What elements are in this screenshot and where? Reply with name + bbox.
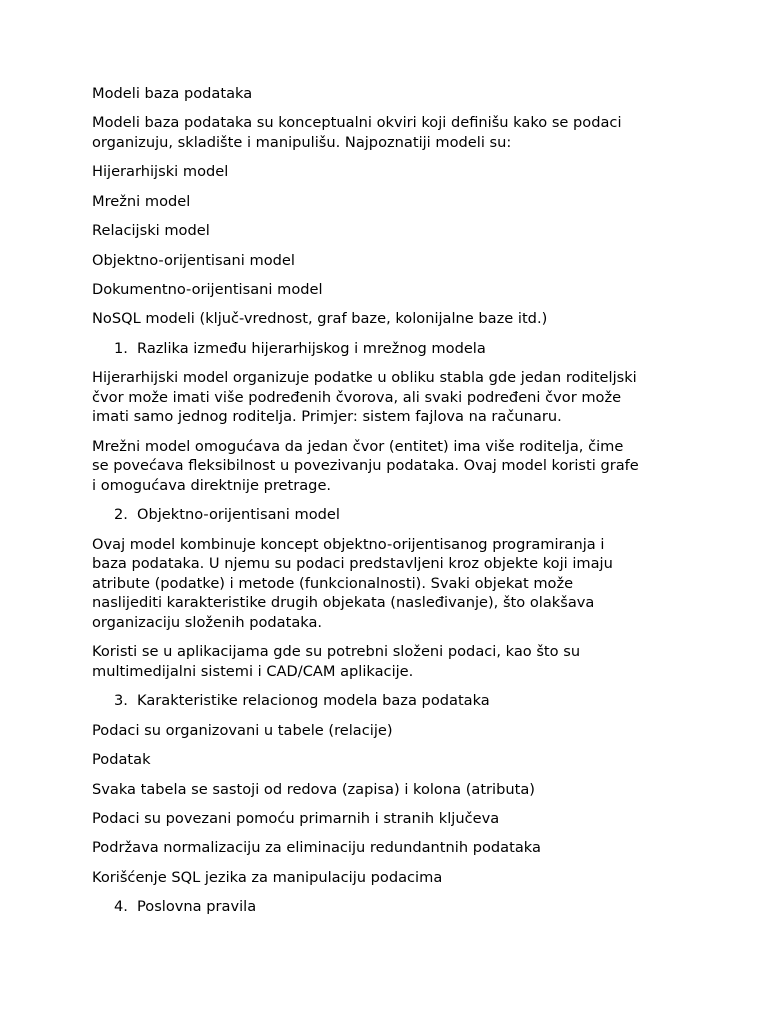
model-item: Dokumentno-orijentisani model [92,280,323,298]
paragraph-line: čvor može imati više podređenih čvorova, ali svaki podređeni čvor može [92,388,622,406]
section-number: 2. [114,506,128,524]
paragraph [92,535,676,633]
paragraph-line: organizaciju složenih podataka. [92,614,323,632]
document-title: Modeli baza podataka [92,85,253,102]
paragraph-line: se povećava fleksibilnost u povezivanju podataka. Ovaj model koristi grafe [92,457,639,475]
paragraph [92,368,676,427]
section-number: 3. [114,692,128,710]
paragraph-line: organizuju, skladište i manipulišu. Najpoznatiji modeli su: [92,133,512,151]
intro-paragraph [92,113,676,152]
list-item: Korišćenje SQL jezika za manipulaciju podacima [92,868,443,886]
paragraph-line: baza podataka. U njemu su podaci predstavljeni kroz objekte koji imaju [92,555,613,573]
section-heading [92,339,676,359]
paragraph-line: naslijediti karakteristike drugih objekata (nasleđivanje), što olakšava [92,594,595,612]
list-item: Podaci su povezani pomoću primarnih i stranih ključeva [92,809,500,827]
section-heading-text: Poslovna pravila [137,898,257,916]
paragraph-line: imati samo jednog roditelja. Primjer: sistem fajlova na računaru. [92,408,562,426]
list-item: Podržava normalizaciju za eliminaciju redundantnih podataka [92,839,541,857]
paragraph-line: Mrežni model omogućava da jedan čvor (entitet) ima više roditelja, čime [92,437,624,455]
paragraph [92,642,676,681]
paragraph-line: i omogućava direktnije pretrage. [92,476,332,494]
paragraph-line: Modeli baza podataka su konceptualni okviri koji definišu kako se podaci [92,114,622,132]
paragraph-line: multimedijalni sistemi i CAD/CAM aplikacije. [92,663,414,681]
model-item: Relacijski model [92,222,210,240]
model-item: NoSQL modeli (ključ-vrednost, graf baze, kolonijalne baze itd.) [92,310,548,328]
section-heading [92,691,676,711]
section-number: 1. [114,339,128,357]
list-item: Podatak [92,751,151,769]
model-item: Hijerarhijski model [92,163,229,181]
section-heading-text: Razlika između hijerarhijskog i mrežnog modela [137,339,486,357]
section-heading-text: Objektno-orijentisani model [137,506,340,524]
list-item: Svaka tabela se sastoji od redova (zapisa) i kolona (atributa) [92,780,535,798]
paragraph [92,437,676,496]
section-heading-text: Karakteristike relacionog modela baza podataka [137,692,490,710]
paragraph-line: Hijerarhijski model organizuje podatke u obliku stabla gde jedan roditeljski [92,369,637,387]
section-heading [92,505,676,525]
paragraph-line: Koristi se u aplikacijama gde su potrebni složeni podaci, kao što su [92,643,581,661]
section-number: 4. [114,898,128,916]
paragraph-line: atribute (podatke) i metode (funkcionalnosti). Svaki objekat može [92,574,574,592]
paragraph-line: Ovaj model kombinuje koncept objektno-orijentisanog programiranja i [92,535,605,553]
model-item: Mrežni model [92,192,191,210]
model-item: Objektno-orijentisani model [92,251,295,269]
list-item: Podaci su organizovani u tabele (relacije) [92,721,393,739]
section-heading [92,897,676,917]
